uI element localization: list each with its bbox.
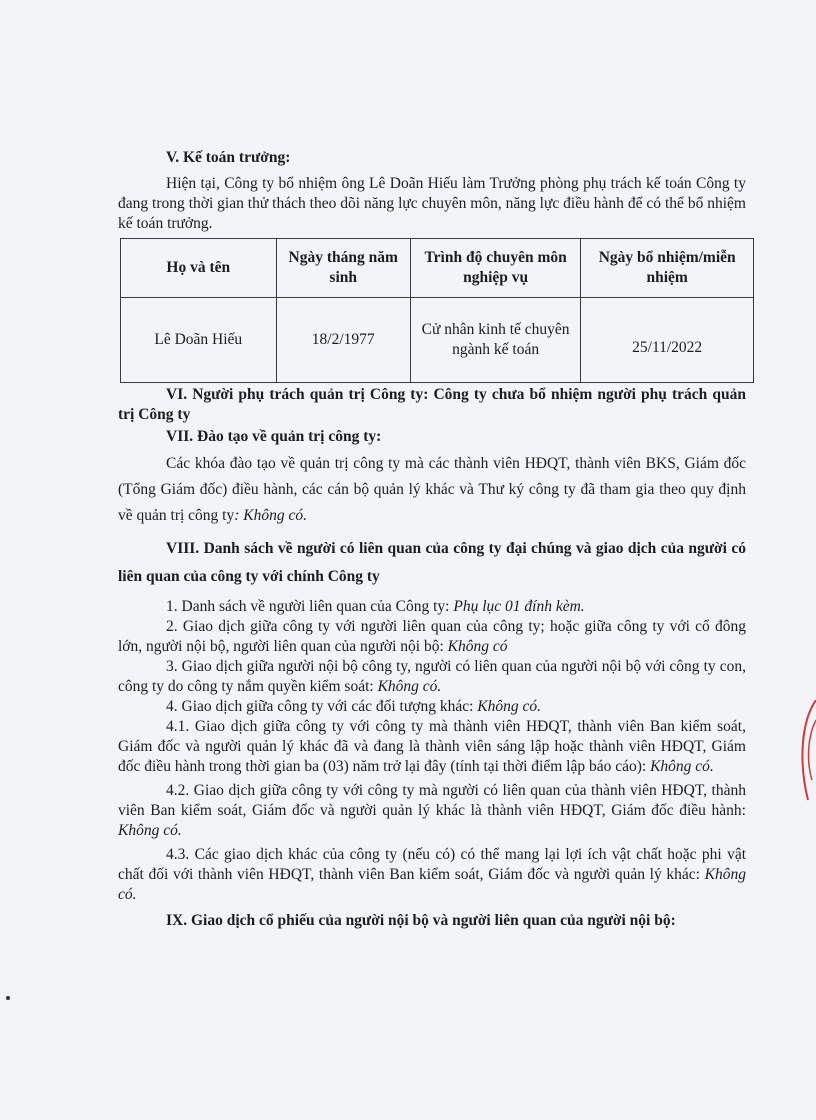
section-5-heading: V. Kế toán trưởng: [166, 149, 291, 166]
document-body [118, 148, 746, 933]
table-header-cell: Họ và tên [121, 239, 277, 298]
table-header-row [121, 239, 754, 298]
list-item-text: 4.3. Các giao dịch khác của công ty (nếu có) có thể mang lại lợi ích vật chất hoặc phi vật chất đối với thành viên HĐQT, thành viên Ban kiểm soát, Giám đốc và người quản lý khác: [118, 846, 746, 883]
section-7-text: Các khóa đào tạo về quản trị công ty mà các thành viên HĐQT, thành viên BKS, Giám đốc (Tổng Giám đốc) điều hành, các cán bộ quản lý khác và Thư ký công ty đã tham gia theo quy định về quản trị công ty [118, 455, 746, 524]
list-item-text: 4.1. Giao dịch giữa công ty với công ty mà thành viên HĐQT, thành viên Ban kiểm soát, Giám đốc và người quản lý khác đã và đang là thành viên sáng lập hoặc thành viên HĐQT, Giám đốc điều hành trong thời gian ba (03) năm trở lại đây (tính tại thời điểm lập báo cáo): [118, 718, 746, 775]
list-item [118, 697, 746, 717]
list-item [118, 657, 746, 697]
list-item-answer: Phụ lục 01 đính kèm. [453, 598, 585, 615]
table-cell: Lê Doãn Hiếu [121, 298, 277, 383]
table-cell: Cử nhân kinh tế chuyên ngành kế toán [410, 298, 580, 383]
table-cell: 18/2/1977 [276, 298, 410, 383]
list-item-answer: Không có [447, 638, 508, 655]
table-header-cell: Ngày tháng năm sinh [276, 239, 410, 298]
table-row [121, 298, 754, 383]
section-7-answer: : Không có. [234, 507, 307, 524]
list-item-answer: Không có. [377, 678, 442, 695]
section-8-list [118, 597, 746, 905]
table-cell: 25/11/2022 [581, 298, 754, 383]
list-item [118, 845, 746, 905]
list-item-text: 3. Giao dịch giữa người nội bộ công ty, người có liên quan của người nội bộ với công ty con, công ty do công ty nắm quyền kiểm soát: [118, 658, 746, 695]
list-item-text: 2. Giao dịch giữa công ty với người liên quan của công ty; hoặc giữa công ty với cổ đông lớn, người nội bộ, người liên quan của người nội bộ: [118, 618, 746, 655]
section-6-heading: VI. Người phụ trách quản trị Công ty: Công ty chưa bổ nhiệm người phụ trách quản trị Công ty [118, 386, 746, 423]
table-header-cell: Ngày bổ nhiệm/miễn nhiệm [581, 239, 754, 298]
list-item-answer: Không có. [118, 822, 182, 839]
list-item [118, 597, 746, 617]
red-stamp-fragment-icon [794, 700, 816, 810]
section-5-paragraph: Hiện tại, Công ty bổ nhiệm ông Lê Doãn Hiếu làm Trưởng phòng phụ trách kế toán Công ty đang trong thời gian thử thách theo dõi năng lực chuyên môn, năng lực điều hành để có thể bổ nhiệm kế toán trưởng. [118, 175, 746, 232]
list-item-text: 4. Giao dịch giữa công ty với các đối tượng khác: [166, 698, 478, 715]
list-item [118, 781, 746, 841]
chief-accountant-table [120, 238, 754, 383]
list-item-text: 4.2. Giao dịch giữa công ty với công ty mà người có liên quan của thành viên HĐQT, thành viên Ban kiểm soát, Giám đốc và người quản lý khác là thành viên HĐQT, Giám đốc điều hành: [118, 782, 746, 819]
list-item-answer: Không có. [118, 866, 746, 903]
list-item [118, 717, 746, 777]
section-8-heading: VIII. Danh sách về người có liên quan của công ty đại chúng và giao dịch của người có liên quan của công ty với chính Công ty [118, 540, 746, 585]
list-item [118, 617, 746, 657]
table-header-cell: Trình độ chuyên môn nghiệp vụ [410, 239, 580, 298]
section-9-heading: IX. Giao dịch cổ phiếu của người nội bộ và người liên quan của người nội bộ: [166, 912, 676, 929]
section-7-paragraph [118, 451, 746, 529]
scan-speck [6, 996, 10, 1000]
section-7-heading: VII. Đào tạo về quản trị công ty: [166, 428, 382, 445]
list-item-answer: Không có. [477, 698, 541, 715]
list-item-answer: Không có. [650, 758, 714, 775]
list-item-text: 1. Danh sách về người liên quan của Công ty: [166, 598, 454, 615]
